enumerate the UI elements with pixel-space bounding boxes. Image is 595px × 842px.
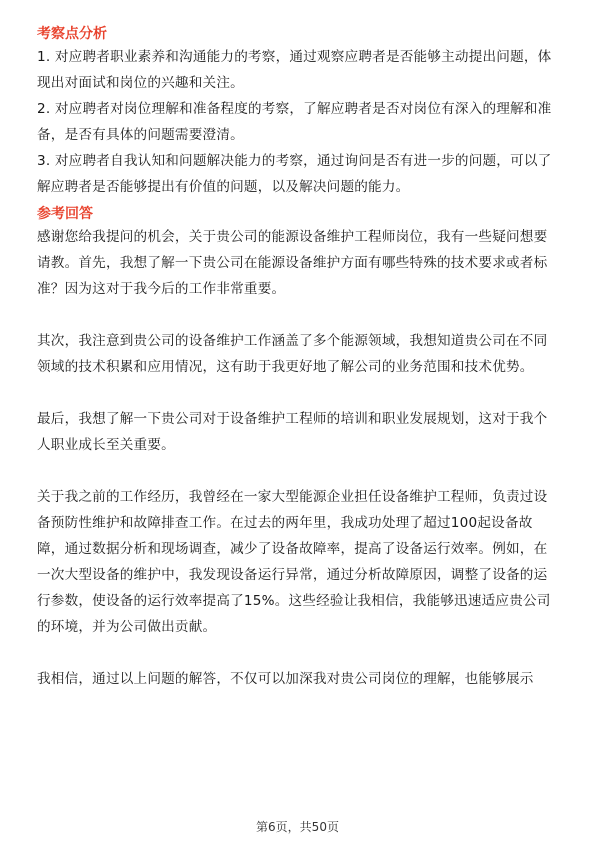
answer-heading: 参考回答: [37, 206, 93, 222]
analysis-item-3: 3. 对应聘者自我认知和问题解决能力的考察，通过询问是否有进一步的问题，可以了解应聘者是否能够提出有价值的问题，以及解决问题的能力。: [37, 153, 552, 195]
page-number: 第6页，共50页: [256, 820, 339, 834]
paragraph-gap: [37, 380, 559, 406]
analysis-heading: 考察点分析: [37, 26, 107, 42]
answer-paragraph-1: 感谢您给我提问的机会，关于贵公司的能源设备维护工程师岗位，我有一些疑问想要请教。首先，我想了解一下贵公司在能源设备维护方面有哪些特殊的技术要求或者标准？因为这对于我今后的工作非常重要。: [37, 229, 548, 297]
answer-paragraph-2: 其次，我注意到贵公司的设备维护工作涵盖了多个能源领域，我想知道贵公司在不同领域的技术积累和应用情况，这有助于我更好地了解公司的业务范围和技术优势。: [37, 333, 548, 375]
analysis-item-2: 2. 对应聘者对岗位理解和准备程度的考察，了解应聘者是否对岗位有深入的理解和准备，是否有具体的问题需要澄清。: [37, 101, 552, 143]
answer-paragraph-5: 我相信，通过以上问题的解答，不仅可以加深我对贵公司岗位的理解，也能够展示: [37, 671, 534, 687]
paragraph-gap: [37, 302, 559, 328]
paragraph-gap: [37, 458, 559, 484]
paragraph-gap: [37, 640, 559, 666]
answer-paragraph-4: 关于我之前的工作经历，我曾经在一家大型能源企业担任设备维护工程师，负责过设备预防性维护和故障排查工作。在过去的两年里，我成功处理了超过100起设备故障，通过数据分析和现场调查，减少了设备故障率，提高了设备运行效率。例如，在一次大型设备的维护中，我发现设备运行异常，通过分析故障原因，调整了设备的运行参数，使设备的运行效率提高了15%。这些经验让我相信，我能够迅速适应贵公司的环境，并为公司做出贡献。: [37, 489, 551, 635]
answer-paragraph-3: 最后，我想了解一下贵公司对于设备维护工程师的培训和职业发展规划，这对于我个人职业成长至关重要。: [37, 411, 548, 453]
document-page: [37, 24, 559, 692]
analysis-item-1: 1. 对应聘者职业素养和沟通能力的考察，通过观察应聘者是否能够主动提出问题，体现出对面试和岗位的兴趣和关注。: [37, 49, 552, 91]
